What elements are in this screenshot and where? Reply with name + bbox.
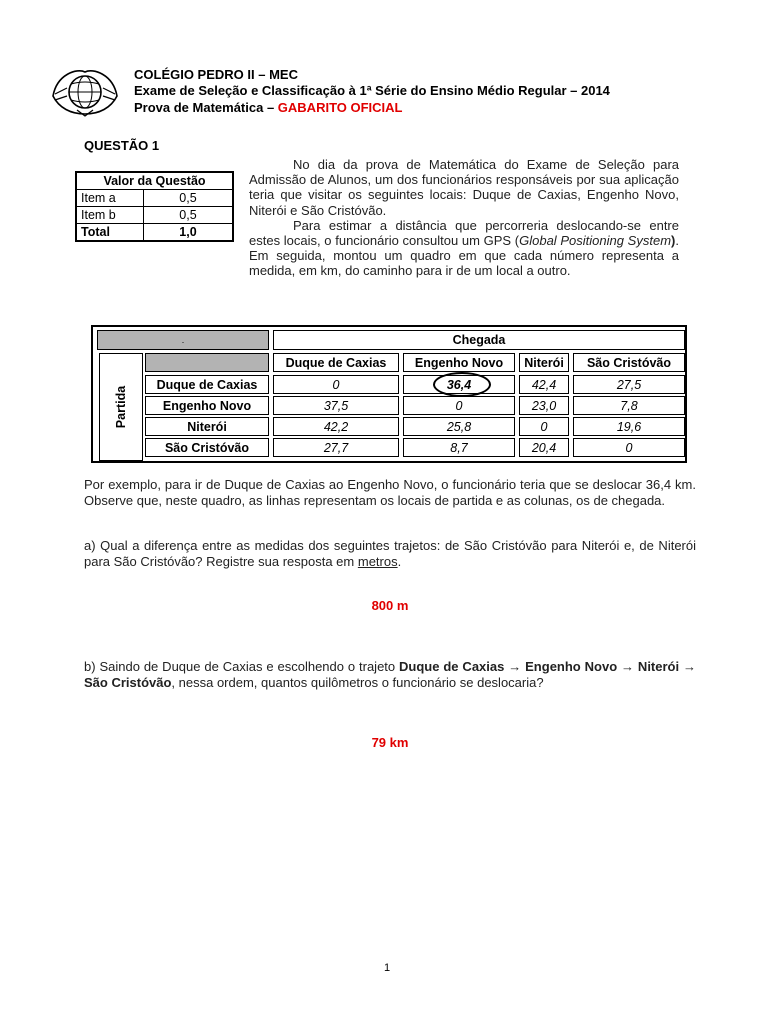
column-header: São Cristóvão [573, 353, 685, 372]
value-table-label: Item a [76, 190, 144, 207]
intro-text [249, 157, 679, 279]
intro-p2-end: . Em seguida, montou um quadro em que cada número representa a medida, em km, do caminho para ir de um local a outro. [249, 233, 679, 279]
gps-close-paren: ) [671, 233, 676, 249]
globe-seal-icon [47, 66, 123, 118]
exam-title: Exame de Seleção e Classificação à 1ª Série do Ensino Médio Regular – 2014 [134, 83, 610, 98]
item-a-answer: 800 m [371, 598, 409, 613]
value-table-value: 0,5 [144, 190, 234, 207]
item-b-text-start: b) Saindo de Duque de Caxias e escolhendo o trajeto [84, 659, 400, 674]
departure-header-text: Partida [114, 385, 128, 429]
distance-cell: 25,8 [403, 417, 515, 436]
distance-cell: 23,0 [519, 396, 569, 415]
item-b-answer: 79 km [371, 735, 409, 750]
item-b-text [84, 659, 696, 691]
row-header: Niterói [145, 417, 269, 436]
row-header: São Cristóvão [145, 438, 269, 457]
official-answer-key-label: GABARITO OFICIAL [277, 100, 403, 115]
intro-paragraph-2 [249, 218, 679, 279]
distance-cell: 27,7 [273, 438, 399, 457]
distance-cell: 0 [273, 375, 399, 394]
distance-cell: 27,5 [573, 375, 685, 394]
value-table-label: Item b [76, 207, 144, 224]
value-table-value: 1,0 [144, 224, 234, 242]
distance-cell: 20,4 [519, 438, 569, 457]
page-number: 1 [384, 962, 391, 974]
distance-cell: 0 [519, 417, 569, 436]
item-b-route: Duque de Caxias → Engenho Novo → Niterói → São Cristóvão [84, 659, 696, 690]
example-paragraph: Por exemplo, para ir de Duque de Caxias ao Engenho Novo, o funcionário teria que se deslocar 36,4 km. Observe que, neste quadro, as linhas representam os locais de partida e as colunas, os de chegada. [84, 477, 696, 508]
row-header: Duque de Caxias [145, 375, 269, 394]
distance-cell: 37,5 [273, 396, 399, 415]
distance-cell: 0 [573, 438, 685, 457]
item-a-question [84, 538, 696, 570]
item-a-text [84, 538, 696, 570]
question-value-table [75, 171, 234, 242]
highlight-oval [433, 372, 491, 397]
highlighted-distance-cell: 36,4 [403, 375, 515, 394]
distance-cell: 8,7 [403, 438, 515, 457]
school-name: COLÉGIO PEDRO II – MEC [134, 67, 298, 82]
table-corner: . [97, 330, 269, 350]
column-header: Duque de Caxias [273, 353, 399, 372]
item-a-text-end: . [397, 554, 402, 569]
subtitle-prefix: Prova de Matemática – [134, 100, 278, 115]
distance-cell: 42,4 [519, 375, 569, 394]
column-header: Engenho Novo [403, 353, 515, 372]
item-b-text-end: , nessa ordem, quantos quilômetros o funcionário se deslocaria? [171, 675, 544, 690]
value-table-value: 0,5 [144, 207, 234, 224]
distance-cell: 42,2 [273, 417, 399, 436]
row-header: Engenho Novo [145, 396, 269, 415]
exam-subtitle [134, 100, 403, 116]
value-table-header: Valor da Questão [76, 172, 233, 190]
school-logo [47, 66, 123, 118]
example-text [84, 477, 696, 509]
question-title: QUESTÃO 1 [84, 138, 160, 153]
intro-paragraph-1: No dia da prova de Matemática do Exame de Seleção para Admissão de Alunos, um dos funcionários responsáveis por sua aplicação teria que visitar os seguintes locais: Duque de Caxias, Engenho Novo, Niterói e São Cristóvão. [249, 157, 679, 218]
arrival-header: Chegada [273, 330, 685, 350]
item-b-question [84, 659, 696, 691]
gps-term: Global Positioning System [519, 233, 672, 249]
distance-table [91, 325, 687, 463]
value-table-label: Total [76, 224, 144, 242]
distance-cell: 7,8 [573, 396, 685, 415]
departure-header [99, 353, 143, 461]
item-a-text-start: a) Qual a diferença entre as medidas dos seguintes trajetos: de São Cristóvão para Niterói e, de Niterói para São Cristóvão? Registre sua resposta em [84, 538, 696, 569]
distance-cell: 19,6 [573, 417, 685, 436]
distance-cell: 0 [403, 396, 515, 415]
row-header-corner [145, 353, 269, 372]
column-header: Niterói [519, 353, 569, 372]
item-a-unit: metros [357, 554, 398, 569]
intro-p2-start: Para estimar a distância que percorreria deslocando-se entre estes locais, o funcionário consultou um GPS ( [249, 217, 679, 249]
